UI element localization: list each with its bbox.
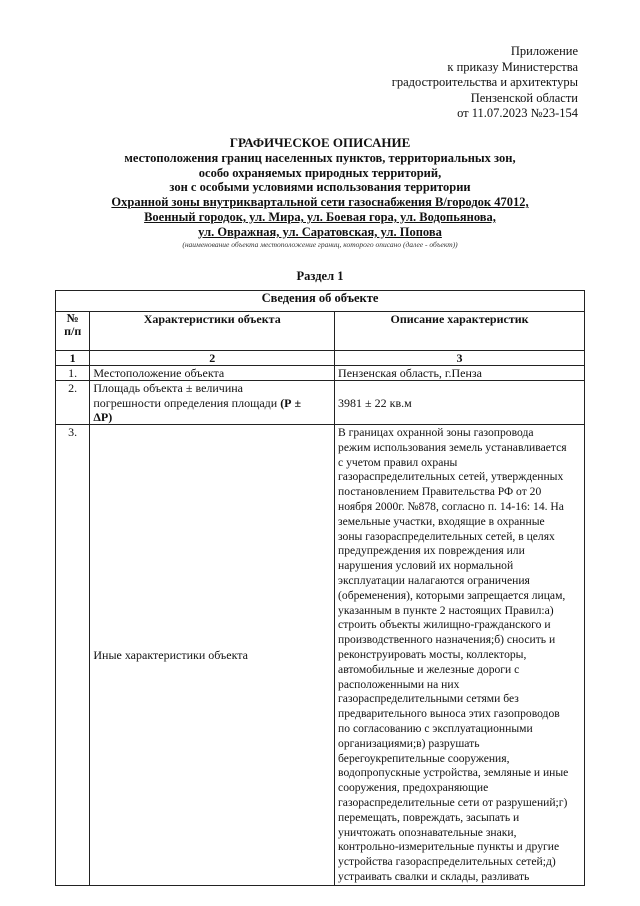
column-number: 2 [90, 351, 335, 366]
object-name-line: Охранной зоны внутриквартальной сети газоснабжения В/городок 47012, [111, 195, 529, 210]
row-characteristic-name: Иные характеристики объекта [90, 425, 335, 886]
row-value-line: перемещать, повреждать, засыпать и [338, 810, 520, 824]
table-section-header-row [56, 291, 585, 312]
table-column-number-row [56, 351, 585, 366]
row-value-line: ноября 2000г. №878, согласно п. 14-16: 14. На [338, 500, 564, 513]
row-value-line: земельные участки, входящие в охранные [338, 514, 545, 528]
row-name-formula: (Р ± [280, 395, 302, 410]
object-name-line: Военный городок, ул. Мира, ул. Боевая гора, ул. Водопьянова, [144, 209, 496, 224]
row-value-line: контрольно-измерительные пункты и другие [338, 840, 560, 854]
row-number: 2. [56, 381, 90, 425]
section-title: Раздел 1 [296, 269, 344, 283]
row-value-line: организациями;в) разрушать [338, 736, 480, 750]
row-value-line: постановлением Правительства РФ от 20 [338, 485, 542, 499]
row-value-line: автомобильные и железные дороги с [338, 662, 520, 676]
appendix-line: к приказу Министерства [447, 59, 578, 74]
row-number: 1. [56, 366, 90, 381]
row-value-line: газораспределительные сети от разрушений;г) [338, 795, 568, 809]
row-value-line: водопропускные устройства, земляные и иные [338, 766, 569, 780]
object-name-line: ул. Овражная, ул. Саратовская, ул. Попова [198, 224, 442, 239]
row-characteristic-value: Пензенская область, г.Пенза [335, 366, 585, 381]
row-value-line: (обременения), которыми запрещается лицам, [338, 588, 566, 602]
appendix-line: Приложение [510, 44, 578, 58]
row-value-line: по согласованию с эксплуатационными [338, 721, 533, 735]
row-number: 3. [56, 425, 90, 886]
subtitle-line: местоположения границ населенных пунктов, территориальных зон, [124, 150, 516, 165]
column-number: 3 [335, 351, 585, 366]
object-caption: (наименование объекта местоположение границ, которого описано (далее - объект)) [182, 239, 458, 249]
appendix-line: Пензенской области [470, 90, 578, 105]
row-value-line: эксплуатации налагаются ограничения [338, 573, 530, 587]
appendix-line: градостроительства и архитектуры [391, 75, 578, 89]
table-section-header: Сведения об объекте [56, 291, 585, 312]
row-value-line: с учетом правил охраны [338, 455, 458, 469]
table-row [56, 366, 585, 381]
subtitle-line: зон с особыми условиями использования территории [169, 180, 471, 195]
appendix-date: от 11.07.2023 №23-154 [457, 106, 578, 120]
row-characteristic-value: 3981 ± 22 кв.м [335, 381, 585, 425]
row-characteristic-name [90, 381, 335, 425]
row-value-line: режим использования земель устанавливается [338, 440, 567, 454]
column-header-characteristics: Характеристики объекта [90, 312, 335, 351]
column-header-number-line: № [66, 311, 79, 325]
row-value-line: В границах охранной зоны газопровода [338, 426, 534, 440]
row-value-line: реконструировать мосты, коллекторы, [338, 647, 527, 661]
column-header-number [56, 312, 90, 351]
column-number: 1 [56, 351, 90, 366]
column-header-number-line: п/п [64, 324, 82, 338]
row-value-line: нарушения условий их нормальной [338, 559, 514, 573]
row-value-line: газораспределительных сетей, утвержденных [338, 470, 564, 484]
row-value-line: предварительного выноса этих газопроводов [338, 707, 560, 721]
subtitle-line: особо охраняемых природных территорий, [198, 165, 442, 180]
table-row [56, 381, 585, 425]
row-value-line: газораспределительными сетями без [338, 692, 519, 706]
table-column-header-row [56, 312, 585, 351]
row-value-line: устраивать свалки и склады, разливать [338, 869, 530, 883]
document-heading [50, 136, 590, 250]
appendix-header [392, 44, 578, 122]
row-value-line: зоны газораспределительных сетей, в целях [338, 529, 555, 543]
row-name-formula: ΔР) [93, 409, 113, 424]
row-value-line: предупреждения их повреждения или [338, 544, 525, 558]
column-header-description: Описание характеристик [335, 312, 585, 351]
row-value-line: сооружения, предохраняющие [338, 781, 489, 795]
row-value-line: берегоукрепительные сооружения, [338, 751, 510, 765]
row-name-text: Площадь объекта ± величина [93, 381, 244, 396]
table-row [56, 425, 585, 886]
row-name-text: погрешности определения площади [93, 395, 281, 410]
row-value-line: производственного назначения;б) сносить и [338, 633, 556, 647]
row-value-line: уничтожать опознавательные знаки, [338, 825, 517, 839]
document-title: ГРАФИЧЕСКОЕ ОПИСАНИЕ [229, 135, 411, 150]
row-value-line: устройства газораспределительных сетей;д) [338, 855, 556, 869]
row-value-line: указанным в пункте 2 настоящих Правил:а) [338, 603, 554, 617]
object-info-table [55, 290, 585, 886]
row-value-line: расположенными на них [338, 677, 460, 691]
row-characteristic-name: Местоположение объекта [90, 366, 335, 381]
row-value-line: строить объекты жилищно-гражданского и [338, 618, 551, 632]
row-value-lines [338, 426, 581, 885]
row-characteristic-value [335, 425, 585, 886]
